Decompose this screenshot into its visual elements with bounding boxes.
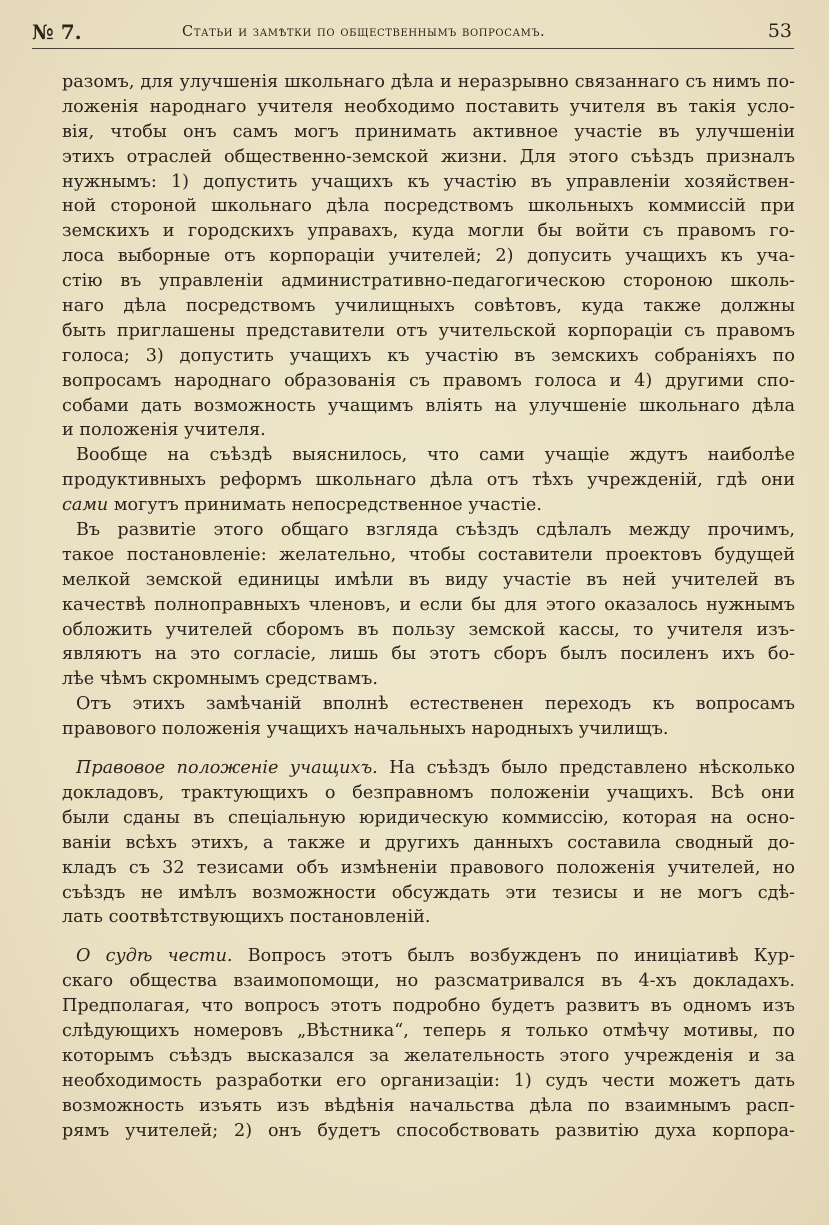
text-run: правового положенія учащихъ начальныхъ народныхъ училищъ. (62, 719, 669, 740)
text-line (62, 1119, 795, 1144)
text-line (62, 831, 795, 856)
text-run: и положенія учителя. (62, 420, 266, 441)
text-line (62, 717, 795, 742)
text-run: ложенія народнаго учителя необходимо поставить учителя въ такія усло- (62, 96, 795, 117)
text-run: необходимость разработки его организаціи: 1) судъ чести можетъ дать (62, 1070, 795, 1091)
text-line (62, 468, 795, 493)
text-run: вія, чтобы онъ самъ могъ принимать активное участіе въ улучшеніи (62, 121, 795, 142)
text-line (62, 319, 795, 344)
running-title: Статьи и замѣтки по общественнымъ вопросамъ. (182, 24, 546, 40)
text-line (62, 145, 795, 170)
text-run: лѣе чѣмъ скромнымъ средствамъ. (62, 669, 378, 690)
text-run: наго дѣла посредствомъ училищныхъ совѣтовъ, куда также должны (62, 296, 795, 317)
text-line (62, 806, 795, 831)
text-run: быть приглашены представители отъ учительской корпораціи съ правомъ (62, 320, 795, 341)
text-run: стію въ управленіи административно-педагогическою стороною школь- (62, 271, 795, 292)
text-line (62, 120, 795, 145)
italic-heading-run: Правовое положеніе учащихъ. (76, 758, 378, 779)
text-run: могутъ принимать непосредственное участіе. (108, 495, 542, 516)
text-line (62, 294, 795, 319)
text-line (62, 269, 795, 294)
text-run: качествѣ полноправныхъ членовъ, и если бы для этого оказалось нужнымъ (62, 594, 795, 615)
text-line (62, 593, 795, 618)
text-run: Вообще на съѣздѣ выяснилось, что сами учащіе ждутъ наиболѣе (76, 445, 795, 466)
text-run: такое постановленіе: желательно, чтобы составители проектовъ будущей (62, 544, 795, 565)
text-line (62, 1069, 795, 1094)
text-run: разомъ, для улучшенія школьнаго дѣла и неразрывно связаннаго съ нимъ по- (62, 72, 795, 92)
text-run: возможность изъять изъ вѣдѣнія начальства дѣла по взаимнымъ расп- (62, 1095, 795, 1116)
italic-heading-run: О судѣ чести. (76, 946, 233, 967)
text-run: Предполагая, что вопросъ этотъ подробно будетъ развитъ въ одномъ изъ (62, 996, 795, 1017)
text-line (62, 944, 795, 969)
text-line (62, 1094, 795, 1119)
italic-heading-run: сами (62, 495, 109, 516)
text-run: ной стороной школьнаго дѣла посредствомъ школьныхъ коммиссій при (62, 196, 795, 217)
running-header (32, 18, 794, 49)
text-line (62, 1019, 795, 1044)
text-run: Вопросъ этотъ былъ возбужденъ по иниціативѣ Кур- (232, 946, 795, 967)
text-line (62, 394, 795, 419)
text-line (62, 856, 795, 881)
text-run: являютъ на это согласіе, лишь бы этотъ сборъ былъ посиленъ ихъ бо- (62, 644, 795, 665)
text-run: вопросамъ народнаго образованія съ правомъ голоса и 4) другими спо- (62, 370, 795, 391)
text-line (62, 667, 795, 692)
text-line (62, 994, 795, 1019)
text-line (62, 518, 795, 543)
text-line (62, 443, 795, 468)
paragraph-gap (62, 742, 795, 756)
text-line (62, 1044, 795, 1069)
text-line (62, 219, 795, 244)
page-body-text (62, 70, 795, 1143)
text-line (62, 692, 795, 717)
text-line (62, 493, 795, 518)
issue-number: № 7. (32, 20, 82, 44)
text-line (62, 418, 795, 443)
text-line (62, 369, 795, 394)
text-run: На съѣздъ было представлено нѣсколько (377, 758, 795, 779)
text-run: Отъ этихъ замѣчаній вполнѣ естественен переходъ къ вопросамъ (76, 694, 795, 715)
text-run: Въ развитіе этого общаго взгляда съѣздъ сдѣлалъ между прочимъ, (76, 520, 795, 541)
text-line (62, 969, 795, 994)
text-line (62, 244, 795, 269)
text-run: скаго общества взаимопомощи, но разсматривался въ 4-хъ докладахъ. (62, 971, 795, 992)
text-run: слѣдующихъ номеровъ „Вѣстника“, теперь я только отмѣчу мотивы, по (62, 1020, 795, 1041)
text-line (62, 756, 795, 781)
text-run: нужнымъ: 1) допустить учащихъ къ участію въ управленіи хозяйствен- (62, 171, 795, 192)
text-run: мелкой земской единицы имѣли въ виду участіе въ ней учителей въ (62, 569, 795, 590)
text-run: которымъ съѣздъ высказался за желательность этого учрежденія и за (62, 1045, 795, 1066)
text-line (62, 781, 795, 806)
text-line (62, 618, 795, 643)
text-line (62, 95, 795, 120)
paragraph-gap (62, 930, 795, 944)
text-run: обложить учителей сборомъ въ пользу земской кассы, то учителя изъ- (62, 619, 795, 640)
text-run: земскихъ и городскихъ управахъ, куда могли бы войти съ правомъ го- (62, 221, 795, 242)
text-line (62, 344, 795, 369)
text-run: продуктивныхъ реформъ школьнаго дѣла отъ тѣхъ учрежденій, гдѣ они (62, 470, 795, 491)
text-line (62, 905, 795, 930)
text-run: кладъ съ 32 тезисами объ измѣненіи правового положенія учителей, но (62, 857, 795, 878)
text-line (62, 881, 795, 906)
text-line (62, 170, 795, 195)
text-line (62, 642, 795, 667)
text-run: этихъ отраслей общественно-земской жизни. Для этого съѣздъ призналъ (62, 146, 795, 167)
text-run: собами дать возможность учащимъ вліять на улучшеніе школьнаго дѣла (62, 395, 795, 416)
text-line (62, 568, 795, 593)
text-run: были сданы въ спеціальную юридическую коммиссію, которая на осно- (62, 807, 795, 828)
text-run: рямъ учителей; 2) онъ будетъ способствовать развитію духа корпора- (62, 1120, 795, 1141)
text-line (62, 70, 795, 95)
text-line (62, 194, 795, 219)
text-run: голоса; 3) допустить учащихъ къ участію въ земскихъ собраніяхъ по (62, 345, 795, 366)
page-number: 53 (767, 20, 792, 42)
text-run: ваніи всѣхъ этихъ, а также и другихъ данныхъ составила сводный до- (62, 832, 795, 853)
text-run: лать соотвѣтствующихъ постановленій. (62, 907, 431, 928)
text-run: съѣздъ не имѣлъ возможности обсуждать эти тезисы и не могъ сдѣ- (62, 882, 795, 903)
text-line (62, 543, 795, 568)
text-run: докладовъ, трактующихъ о безправномъ положеніи учащихъ. Всѣ они (62, 782, 795, 803)
text-run: лоса выборные отъ корпораціи учителей; 2) допусить учащихъ къ уча- (62, 246, 795, 267)
